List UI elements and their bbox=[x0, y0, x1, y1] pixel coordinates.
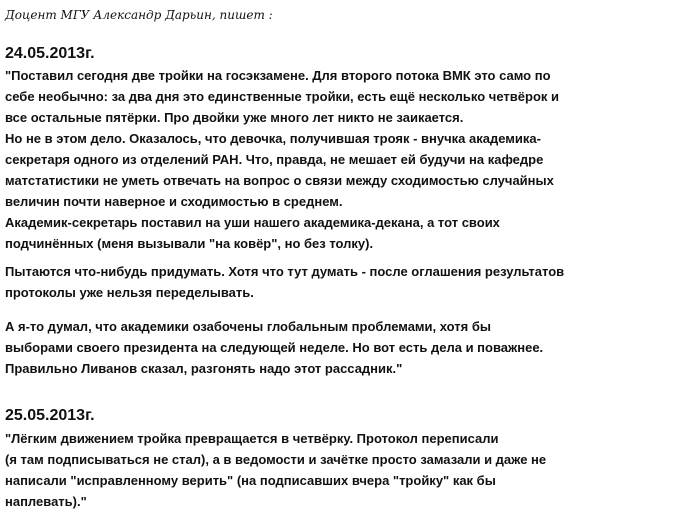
entry-1-line: матстатистики не уметь отвечать на вопрос о связи между сходимостью случайных bbox=[5, 173, 554, 188]
entry-1-line: себе необычно: за два дня это единственные тройки, есть ещё несколько четвёрок и bbox=[5, 89, 559, 104]
entry-1-line: Правильно Ливанов сказал, разгонять надо этот рассадник." bbox=[5, 361, 403, 376]
entry-date-2: 25.05.2013г. bbox=[5, 407, 95, 424]
entry-1-line: величин почти наверное и сходимостью в среднем. bbox=[5, 194, 343, 209]
entry-1-line: подчинённых (меня вызывали "на ковёр", но без толку). bbox=[5, 236, 374, 251]
author-line: Доцент МГУ Александр Дарьин, пишет : bbox=[5, 8, 273, 22]
entry-2-line: "Лёгким движением тройка превращается в четвёрку. Протокол переписали bbox=[5, 431, 499, 446]
entry-1-line: выборами своего президента на следующей неделе. Но вот есть дела и поважнее. bbox=[5, 340, 544, 355]
entry-1-line: А я-то думал, что академики озабочены глобальным проблемами, хотя бы bbox=[5, 319, 491, 334]
entry-1-line: Пытаются что-нибудь придумать. Хотя что тут думать - после оглашения результатов bbox=[5, 264, 565, 279]
entry-2-line: написали "исправленному верить" (на подписавших вчера "тройку" как бы bbox=[5, 473, 496, 488]
entry-date-1: 24.05.2013г. bbox=[5, 45, 95, 62]
entry-1-line: протоколы уже нельзя переделывать. bbox=[5, 285, 254, 300]
entry-1-line: все остальные пятёрки. Про двойки уже много лет никто не заикается. bbox=[5, 110, 464, 125]
entry-1-line: секретаря одного из отделений РАН. Что, правда, не мешает ей будучи на кафедре bbox=[5, 152, 544, 167]
entry-2-line: (я там подписываться не стал), а в ведомости и зачётке просто замазали и даже не bbox=[5, 452, 547, 467]
entry-1-line: Но не в этом дело. Оказалось, что девочка, получившая трояк - внучка академика- bbox=[5, 131, 541, 146]
entry-2-line: наплевать)." bbox=[5, 494, 87, 509]
entry-1-line: Академик-секретарь поставил на уши нашего академика-декана, а тот своих bbox=[5, 215, 500, 230]
entry-1-line: "Поставил сегодня две тройки на госэкзамене. Для второго потока ВМК это само по bbox=[5, 68, 551, 83]
